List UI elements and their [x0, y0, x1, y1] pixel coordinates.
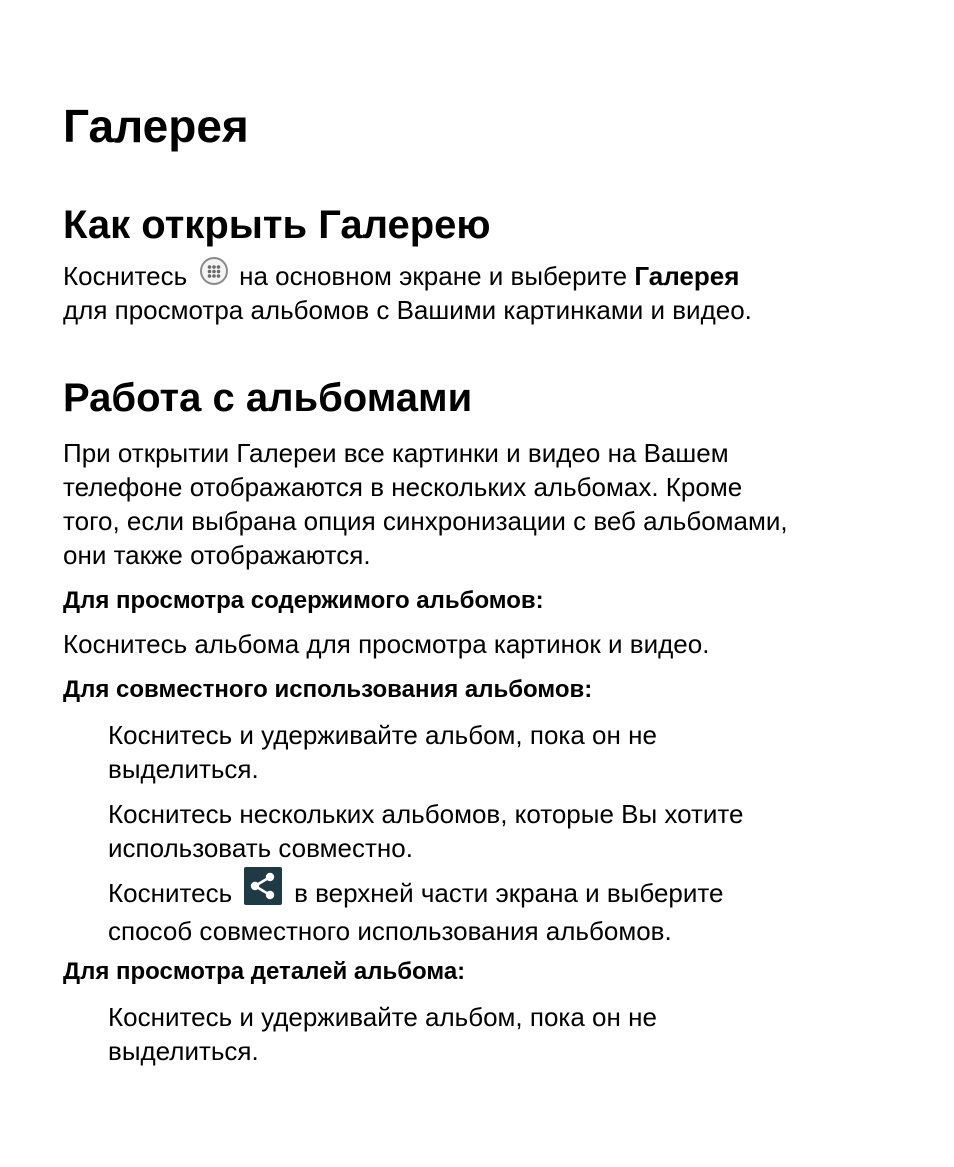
albums-intro-line: они также отображаются.	[63, 540, 371, 570]
share-text-line2: способ совместного использования альбомов.	[108, 916, 672, 947]
album-details-heading: Для просмотра деталей альбома:	[63, 958, 466, 985]
albums-intro-line: того, если выбрана опция синхронизации с веб альбомами,	[63, 506, 788, 536]
share-step-3	[108, 876, 938, 948]
open-text-line2: для просмотра альбомов с Вашими картинками и видео.	[63, 295, 752, 326]
apps-grid-icon	[199, 256, 229, 286]
open-text-after-icon: на основном экране и выберите	[239, 261, 628, 291]
gallery-app-name: Галерея	[634, 261, 740, 291]
details-step-1: Коснитесь и удерживайте альбом, пока он не выделиться.	[108, 1002, 657, 1066]
share-text-before-icon: Коснитесь	[108, 878, 233, 908]
albums-intro-line: телефоне отображаются в нескольких альбомах. Кроме	[63, 472, 743, 502]
open-gallery-paragraph	[63, 259, 893, 327]
share-step-1: Коснитесь и удерживайте альбом, пока он не выделиться.	[108, 720, 657, 784]
share-step-2: Коснитесь нескольких альбомов, которые Вы хотите использовать совместно.	[108, 799, 744, 863]
albums-intro-line: При открытии Галереи все картинки и видео на Вашем	[63, 438, 729, 468]
open-text-before-icon: Коснитесь	[63, 261, 188, 291]
share-icon	[244, 867, 282, 905]
page-title: Галерея	[63, 100, 249, 152]
albums-intro-paragraph	[63, 436, 893, 572]
section-heading-open-gallery: Как открыть Галерею	[63, 203, 491, 247]
view-albums-heading: Для просмотра содержимого альбомов:	[63, 587, 544, 614]
share-text-after-icon: в верхней части экрана и выберите	[294, 878, 724, 908]
view-albums-text: Коснитесь альбома для просмотра картинок и видео.	[63, 629, 710, 659]
section-heading-albums: Работа с альбомами	[63, 376, 473, 420]
share-albums-heading: Для совместного использования альбомов:	[63, 676, 593, 703]
